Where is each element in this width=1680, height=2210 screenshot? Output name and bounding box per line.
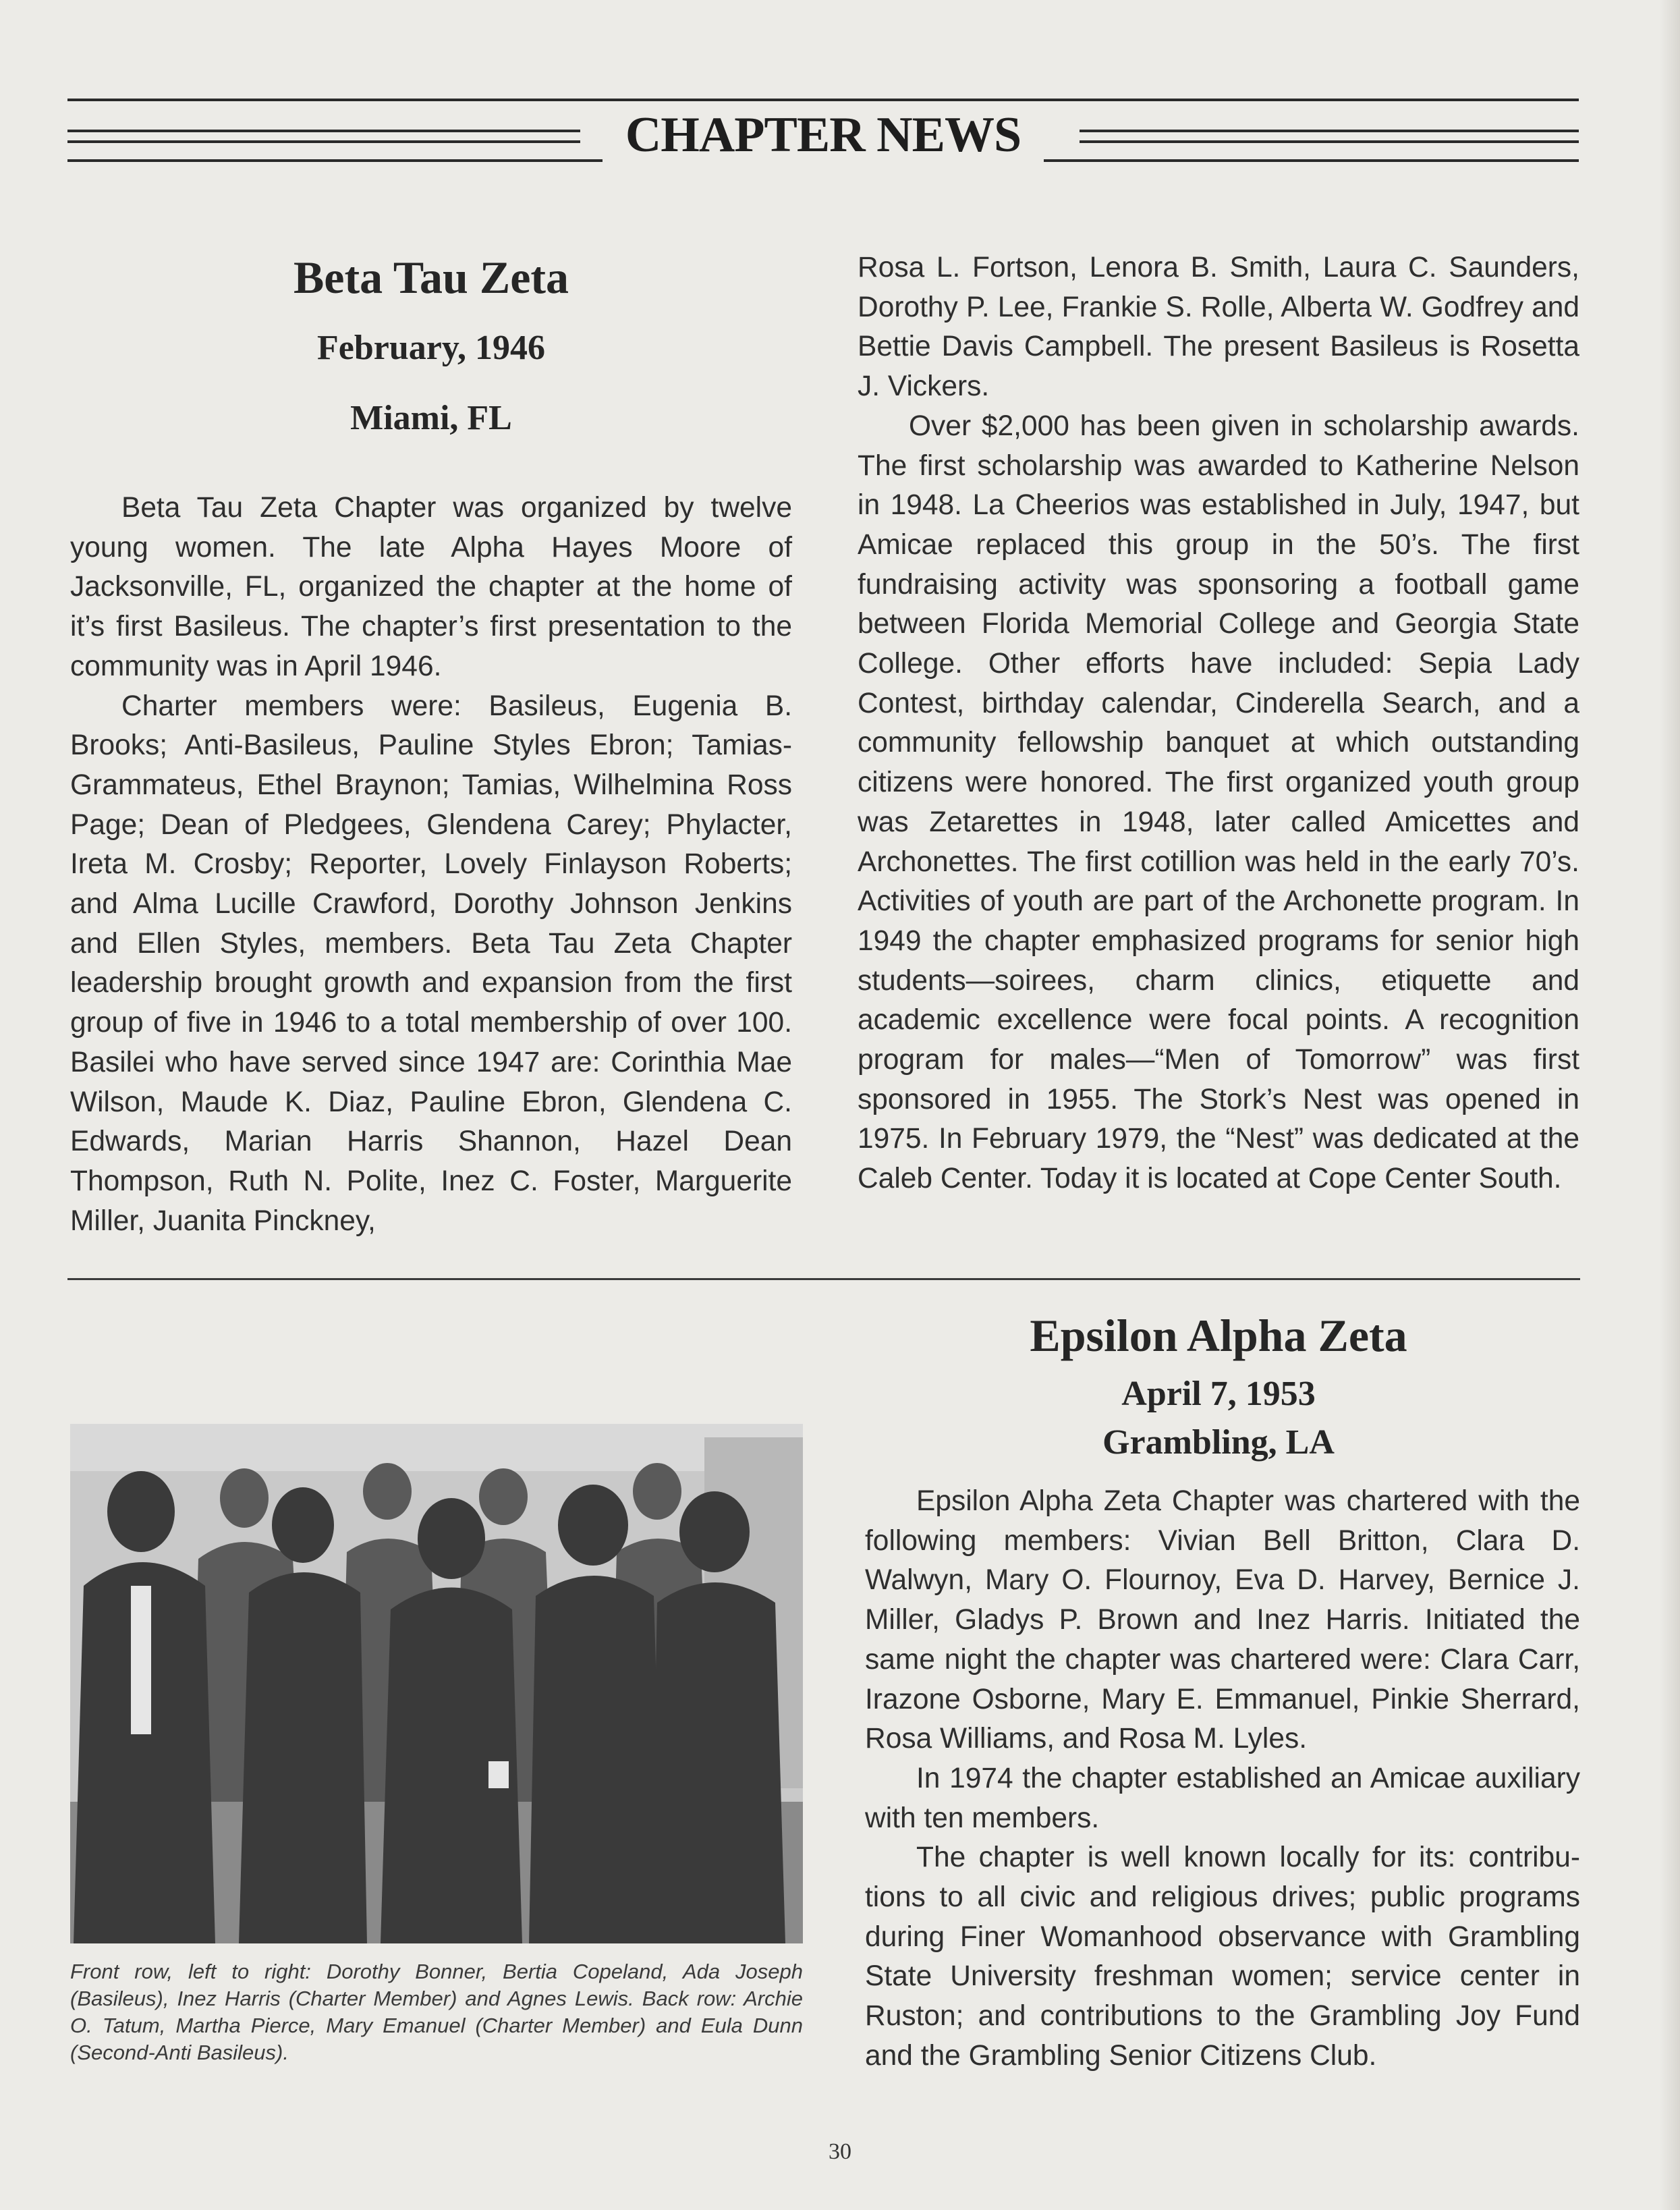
epsilon-chapter-date: April 7, 1953 (1121, 1375, 1316, 1413)
epsilon-chapter-location: Grambling, LA (1102, 1423, 1335, 1462)
epsilon-article-column (865, 1482, 1580, 2076)
section-banner (67, 94, 1579, 169)
photo-caption: Front row, left to right: Dorothy Bonner, Bertia Copeland, Ada Joseph (Basileus), Inez Harris (Charter Member) and Agnes Lewis. Back row: Archie O. Tatum, Martha Pierce, Mary Emanuel (Charter Member) and Eula Dunn (Second-Anti Basileus). (70, 1960, 803, 2064)
epsilon-paragraph-1: Epsilon Alpha Zeta Chapter was chartered with the following members: Vivian Bell Britton, Clara D. Walwyn, Mary O. Flournoy, Eva D. Harvey, Bernice J. Miller, Gladys P. Brown and Inez Harris. Initiated the same night the chapter was chartered were: Clara Carr, Irazone Osborne, Mary E. Emmanuel, Pinkie Sherrard, Rosa Williams, and Rosa M. Lyles. (865, 1485, 1580, 1755)
beta-chapter-name: Beta Tau Zeta (293, 252, 569, 303)
beta-article-column-right (858, 248, 1579, 1199)
page-title: CHAPTER NEWS (67, 107, 1579, 164)
beta-article-column-left (70, 489, 792, 1241)
epsilon-paragraph-3: The chapter is well known locally for its: contributions to all civic and religious drives; public programs during Finer Womanhood observance with Grambling State University freshman women; service center in Ruston; and contributions to the Grambling Joy Fund and the Grambling Senior Citizens Club. (865, 1842, 1580, 2072)
page-spine-shadow (1660, 0, 1680, 2210)
banner-top-rule (67, 99, 1579, 101)
epsilon-paragraph-2: In 1974 the chapter established an Amicae auxiliary with ten members. (865, 1762, 1580, 1834)
page-number: 30 (829, 2139, 851, 2164)
beta-paragraph-4: Over $2,000 has been given in scholarship awards. The first scholarship was awarded to Katherine Nelson in 1948. La Cheerios was established in July, 1947, but Amicae replaced this group in the 50’s. The first fundraising activity was sponsoring a football game between Florida Memorial College and Georgia State College. Other efforts have included: Sepia Lady Contest, birthday calendar, Cinderella Search, and a community fellowship banquet at which outstanding citizens were honored. The first organized youth group was Zetarettes in 1948, later called Amicettes and Archonettes. The first cotillion was held in the early 70’s. Activities of youth are part of the Archonette program. In 1949 the chapter emphasized programs for senior high students—soirees, charm clinics, etiquette and academic excellence were focal points. A recognition program for males—“Men of Tomorrow” was first sponsored in 1955. The Stork’s Nest was opened in 1975. In February 1979, the “Nest” was dedicated at the Caleb Center. Today it is located at Cope Center South. (858, 410, 1579, 1195)
chapter-group-photo (70, 1424, 803, 1943)
epsilon-chapter-name: Epsilon Alpha Zeta (1030, 1310, 1407, 1361)
beta-chapter-location: Miami, FL (350, 399, 512, 437)
beta-paragraph-3: Rosa L. Fortson, Lenora B. Smith, Laura C. Saunders, Dorothy P. Lee, Frankie S. Rolle, Alberta W. Godfrey and Bettie Davis Campbell. The present Basileus is Rosetta J. Vickers. (858, 252, 1579, 403)
beta-chapter-date: February, 1946 (317, 329, 545, 367)
beta-paragraph-2: Charter members were: Basileus, Eugenia B. Brooks; Anti-Basileus, Pauline Styles Ebron; Tamias-Grammateus, Ethel Braynon; Tamias, Wilhelmina Ross Page; Dean of Pledgees, Glendena Carey; Phylacter, Ireta M. Crosby; Reporter, Lovely Finlayson Roberts; and Alma Lucille Crawford, Dorothy Johnson Jenkins and Ellen Styles, members. Beta Tau Zeta Chapter leadership brought growth and expansion from the first group of five in 1946 to a total membership of over 100. Basilei who have served since 1947 are: Corinthia Mae Wilson, Maude K. Diaz, Pauline Ebron, Glendena C. Edwards, Marian Harris Shannon, Hazel Dean Thompson, Ruth N. Polite, Inez C. Foster, Marguerite Miller, Juanita Pinckney, (70, 690, 792, 1237)
section-divider (67, 1278, 1580, 1280)
beta-paragraph-1: Beta Tau Zeta Chapter was organized by twelve young women. The late Alpha Hayes Moore of Jacksonville, FL, organized the chapter at the home of it’s first Basileus. The chapter’s first presentation to the community was in April 1946. (70, 492, 792, 682)
